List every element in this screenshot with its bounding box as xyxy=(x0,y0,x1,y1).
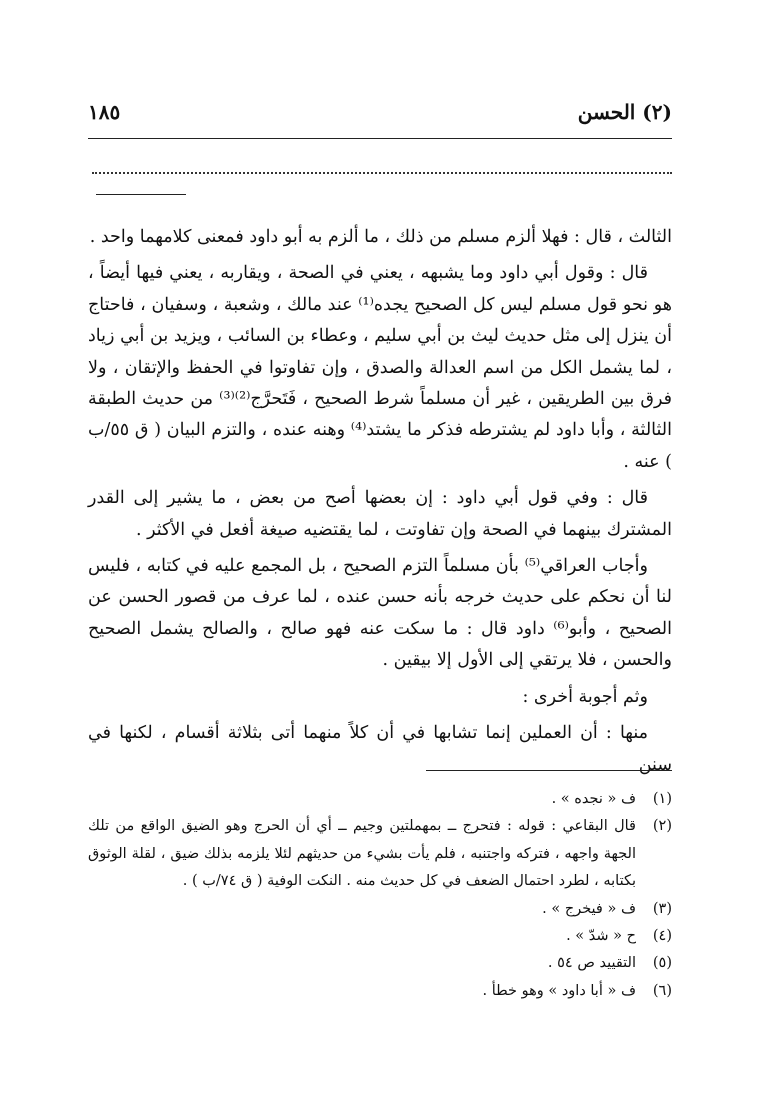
footnote-text: ح « شدّ » . xyxy=(566,928,636,945)
page-number: ١٨٥ xyxy=(88,100,121,124)
footnote-number: (٣) xyxy=(652,900,672,917)
footnote-number: (٥) xyxy=(652,955,672,972)
footnote xyxy=(88,978,672,1005)
footnote-text: ف « أبا داود » وهو خطأ . xyxy=(482,982,636,999)
paragraph: منها : أن العملين إنما تشابها في أن كلاً منهما أتى بثلاثة أقسام ، لكنها في سنن xyxy=(88,723,672,775)
footnote-number: (١) xyxy=(652,791,672,807)
footnote-rule xyxy=(426,770,672,771)
footnote-text: ف « فيخرج » . xyxy=(542,900,636,917)
paragraph: قال : وفي قول أبي داود : إن بعضها أصح من بعض ، ما يشير إلى القدر المشترك بينهما في الصحة وإن تفاوتت ، لما يقتضيه صيغة أفعل في الأكثر . xyxy=(88,488,672,540)
footnote xyxy=(88,896,672,923)
paragraph: قال : وقول أبي داود وما يشبهه ، يعني في الصحة ، ويقاربه ، يعني فيها أيضاً ، هو نحو قول مسلم ليس كل الصحيح يجده⁽¹⁾ عند مالك ، وشعبة ، وسفيان ، فاحتاج أن ينزل إلى مثل حديث ليث بن أبي سليم ، وعطاء بن السائب ، ويزيد بن أبي زياد ، لما يشمل الكل من اسم العدالة والصدق ، وإن تفاوتوا في الحفظ والإتقان ، ولا فرق بين الطريقين ، غير أن مسلماً شرط الصحيح ، فَتَحرَّج⁽²⁾⁽³⁾ من حديث الطبقة الثالثة ، وأبا داود لم يشترطه فذكر ما يشتد⁽⁴⁾ وهنه عنده ، والتزم البيان ( ق ٥٥/ب ) عنه . xyxy=(88,263,672,472)
footnote xyxy=(88,786,672,813)
footnote-text: قال البقاعي : قوله : فتحرج ــ بمهملتين وجيم ــ أي أن الحرج وهو الضيق الواقع من تلك الجهة واجهه ، فتركه واجتنبه ، فلم يأت بشيء من حديثهم لئلا يلزمه بذلك ضيق ، لقلة الوثوق بكتابه ، لطرد احتمال الضعف في كل حديث منه . النكت الوفية ( ق ٧٤/ب ) . xyxy=(88,818,636,890)
footnote xyxy=(88,813,672,895)
footnotes xyxy=(88,786,672,1005)
footnote-text: التقييد ص ٥٤ . xyxy=(547,955,636,972)
header-rule xyxy=(88,138,672,139)
paragraph: الثالث ، قال : فهلا ألزم مسلم من ذلك ، ما ألزم به أبو داود فمعنى كلامهما واحد . xyxy=(89,227,672,247)
dotted-separator xyxy=(92,158,672,174)
footnote-number: (٢) xyxy=(652,818,672,835)
page-header xyxy=(88,100,672,134)
body-text xyxy=(88,222,672,786)
short-rule xyxy=(96,194,186,195)
footnote xyxy=(88,923,672,950)
footnote-text: ف « نجده » . xyxy=(551,791,636,807)
footnote xyxy=(88,950,672,977)
paragraph: وثم أجوبة أخرى : xyxy=(522,686,648,707)
paragraph: وأجاب العراقي⁽⁵⁾ بأن مسلماً التزم الصحيح ، بل المجمع عليه في كتابه ، فليس لنا أن نحكم على حديث خرجه بأنه حسن عنده ، لما عرف من قصور الحسن عن الصحيح ، وأبو⁽⁶⁾ داود قال : ما سكت عنه فهو صالح ، والصالح يشمل الصحيح والحسن ، فلا يرتقي إلى الأول إلا بيقين . xyxy=(88,556,672,671)
footnote-number: (٦) xyxy=(652,982,672,999)
footnote-number: (٤) xyxy=(652,928,672,945)
running-title: (٢) الحسن xyxy=(577,100,672,124)
